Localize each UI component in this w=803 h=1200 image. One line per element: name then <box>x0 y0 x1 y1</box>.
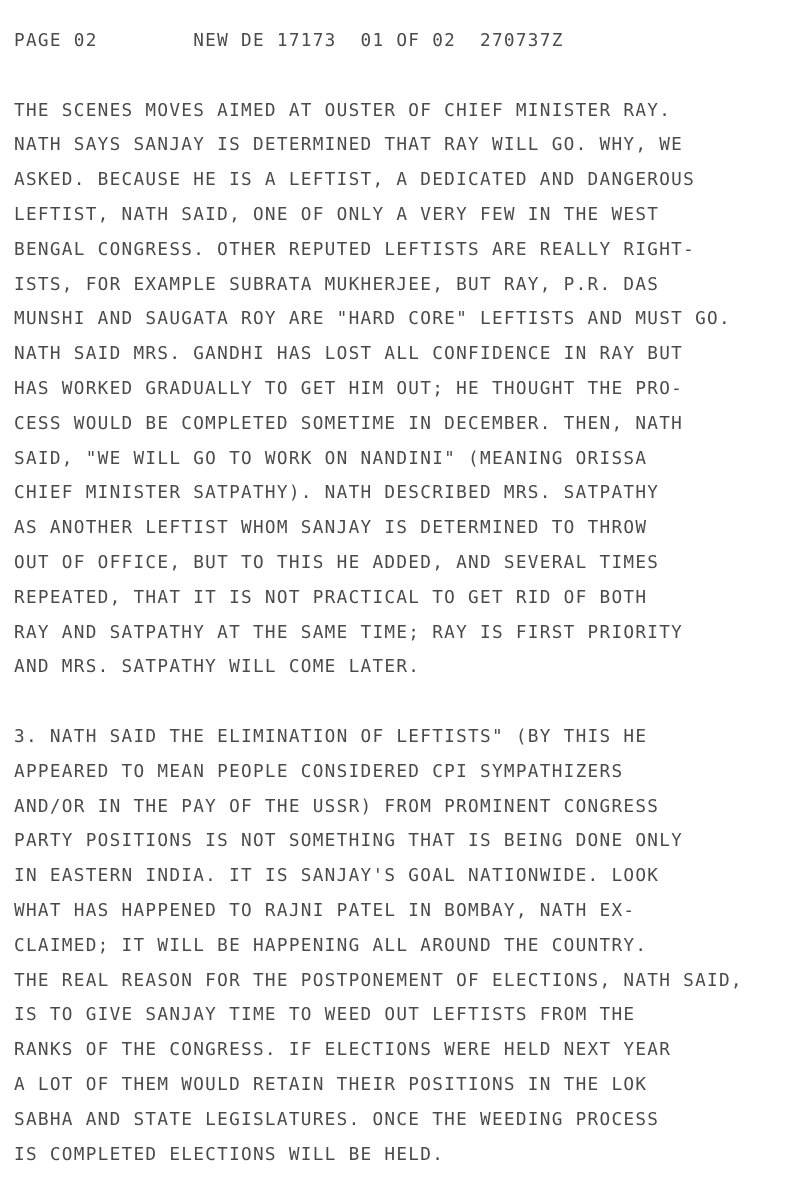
text-line: MUNSHI AND SAUGATA ROY ARE "HARD CORE" LEFTISTS AND MUST GO. <box>14 309 731 330</box>
text-line: WHAT HAS HAPPENED TO RAJNI PATEL IN BOMBAY, NATH EX- <box>14 900 636 921</box>
text-line: ASKED. BECAUSE HE IS A LEFTIST, A DEDICATED AND DANGEROUS <box>14 170 696 191</box>
text-line: ISTS, FOR EXAMPLE SUBRATA MUKHERJEE, BUT RAY, P.R. DAS <box>14 274 660 295</box>
paragraph-1 <box>14 94 803 686</box>
paragraph-3 <box>14 720 803 1172</box>
text-line: A LOT OF THEM WOULD RETAIN THEIR POSITIONS IN THE LOK <box>14 1074 648 1095</box>
text-line: SABHA AND STATE LEGISLATURES. ONCE THE WEEDING PROCESS <box>14 1109 660 1130</box>
cable-document-page <box>14 24 803 1200</box>
text-line: HAS WORKED GRADUALLY TO GET HIM OUT; HE THOUGHT THE PRO- <box>14 378 684 399</box>
text-line: NATH SAYS SANJAY IS DETERMINED THAT RAY WILL GO. WHY, WE <box>14 135 684 156</box>
text-line: NATH SAID MRS. GANDHI HAS LOST ALL CONFIDENCE IN RAY BUT <box>14 344 684 365</box>
cable-header: PAGE 02 NEW DE 17173 01 OF 02 270737Z <box>14 31 564 51</box>
text-line: 3. NATH SAID THE ELIMINATION OF LEFTISTS" (BY THIS HE <box>14 726 648 747</box>
text-line: CESS WOULD BE COMPLETED SOMETIME IN DECEMBER. THEN, NATH <box>14 413 684 434</box>
text-line: APPEARED TO MEAN PEOPLE CONSIDERED CPI SYMPATHIZERS <box>14 761 624 782</box>
text-line: THE REAL REASON FOR THE POSTPONEMENT OF ELECTIONS, NATH SAID, <box>14 970 743 991</box>
text-line: AND MRS. SATPATHY WILL COME LATER. <box>14 657 421 678</box>
text-line: REPEATED, THAT IT IS NOT PRACTICAL TO GET RID OF BOTH <box>14 587 648 608</box>
text-line: AS ANOTHER LEFTIST WHOM SANJAY IS DETERMINED TO THROW <box>14 518 648 539</box>
text-line: LEFTIST, NATH SAID, ONE OF ONLY A VERY FEW IN THE WEST <box>14 204 660 225</box>
text-line: RAY AND SATPATHY AT THE SAME TIME; RAY IS FIRST PRIORITY <box>14 622 684 643</box>
text-line: IN EASTERN INDIA. IT IS SANJAY'S GOAL NATIONWIDE. LOOK <box>14 866 660 887</box>
text-line: OUT OF OFFICE, BUT TO THIS HE ADDED, AND SEVERAL TIMES <box>14 552 660 573</box>
text-line: SAID, "WE WILL GO TO WORK ON NANDINI" (MEANING ORISSA <box>14 448 648 469</box>
text-line: RANKS OF THE CONGRESS. IF ELECTIONS WERE HELD NEXT YEAR <box>14 1040 672 1061</box>
text-line: IS TO GIVE SANJAY TIME TO WEED OUT LEFTISTS FROM THE <box>14 1005 636 1026</box>
text-line: BENGAL CONGRESS. OTHER REPUTED LEFTISTS ARE REALLY RIGHT- <box>14 239 696 260</box>
text-line: THE SCENES MOVES AIMED AT OUSTER OF CHIEF MINISTER RAY. <box>14 100 672 121</box>
text-line: CLAIMED; IT WILL BE HAPPENING ALL AROUND THE COUNTRY. <box>14 935 648 956</box>
text-line: CHIEF MINISTER SATPATHY). NATH DESCRIBED MRS. SATPATHY <box>14 483 660 504</box>
text-line: IS COMPLETED ELECTIONS WILL BE HELD. <box>14 1144 445 1165</box>
text-line: PARTY POSITIONS IS NOT SOMETHING THAT IS BEING DONE ONLY <box>14 831 684 852</box>
text-line: AND/OR IN THE PAY OF THE USSR) FROM PROMINENT CONGRESS <box>14 796 660 817</box>
